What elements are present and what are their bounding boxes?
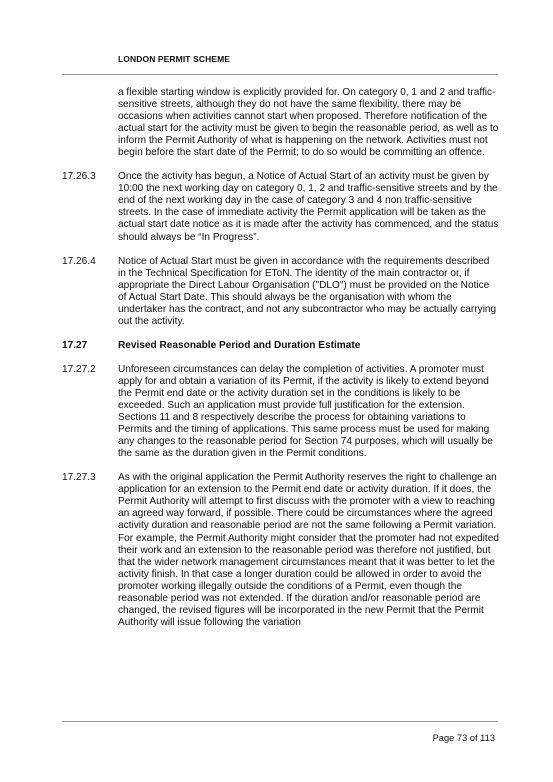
- section-number: 17.27: [62, 339, 88, 351]
- paragraph-number: 17.26.3: [62, 171, 96, 183]
- paragraph-17-27-2: [62, 364, 500, 460]
- paragraph-number: 17.27.3: [62, 472, 96, 484]
- section-heading-17-27: [62, 340, 500, 352]
- page-content: [62, 87, 500, 641]
- paragraph-text: Notice of Actual Start must be given in accordance with the requirements described in the Technical Specification for EToN. The identity of the main contractor or, if appropriate the Direct Labour Organisation ("DLO") must be provided on the Notice of Actual Start Date. This should always be the organisation with whom the undertaker has the contract, and not any subcontractor who may be actually carrying out the activity.: [118, 255, 497, 327]
- paragraph-text: a flexible starting window is explicitly provided for. On category 0, 1 and 2 and traffic-sensitive streets, although they do not have the same flexibility, there may be occasions when activities cannot start when proposed. Therefore notification of the actual start for the activity must be given to begin the reasonable period, as well as to inform the Permit Authority of what is happening on the network. Activities must not begin before the start date of the Permit; to do so would be committing an offence.: [118, 87, 499, 159]
- document-header: LONDON PERMIT SCHEME: [118, 54, 231, 64]
- page-number: Page 73 of 113: [432, 733, 495, 743]
- paragraph-17-27-3: [62, 472, 500, 629]
- continuation-paragraph: [62, 87, 500, 159]
- paragraph-text: Once the activity has begun, a Notice of Actual Start of an activity must be given by 10:00 the next working day on category 0, 1, 2 and traffic-sensitive streets and by the end of the next working day in the case of category 3 and 4 non traffic-sensitive streets. In the case of immediate activity the Permit application will be taken as the actual start date notice as it is made after the activity has commenced, and the status should always be “In Progress”.: [118, 171, 499, 243]
- header-divider: [62, 74, 498, 75]
- section-title: Revised Reasonable Period and Duration Estimate: [118, 339, 361, 351]
- paragraph-text: As with the original application the Permit Authority reserves the right to challenge an application for an extension to the Permit end date or activity duration. If it does, the Permit Authority will attempt to first discuss with the promoter with a view to reaching an agreed way forward, if possible. There could be circumstances where the agreed activity duration and reasonable period are not the same following a Permit variation. For example, the Permit Authority might consider that the promoter had not expedited their work and an extension to the reasonable period was therefore not justified, but that the wider network management circumstances meant that it was better to let the activity finish. In that case a longer duration could be allowed in order to avoid the promoter working illegally outside the conditions of a Permit, even though the reasonable period was not extended. If the duration and/or reasonable period are changed, the revised figures will be incorporated in the new Permit that the Permit Authority will issue following the variation: [118, 472, 499, 628]
- paragraph-number: 17.26.4: [62, 255, 96, 267]
- paragraph-number: 17.27.2: [62, 363, 96, 375]
- paragraph-17-26-4: [62, 256, 500, 328]
- footer-divider: [62, 721, 498, 722]
- paragraph-text: Unforeseen circumstances can delay the completion of activities. A promoter must apply for and obtain a variation of its Permit, if the activity is likely to extend beyond the Permit end date or the activity duration set in the conditions is likely to be exceeded. Such an application must provide full justification for the extension. Sections 11 and 8 respectively describe the process for obtaining variations to Permits and the timing of applications. This same process must be used for making any changes to the reasonable period for Section 74 purposes, which will usually be the same as the duration given in the Permit conditions.: [118, 363, 493, 460]
- paragraph-17-26-3: [62, 171, 500, 243]
